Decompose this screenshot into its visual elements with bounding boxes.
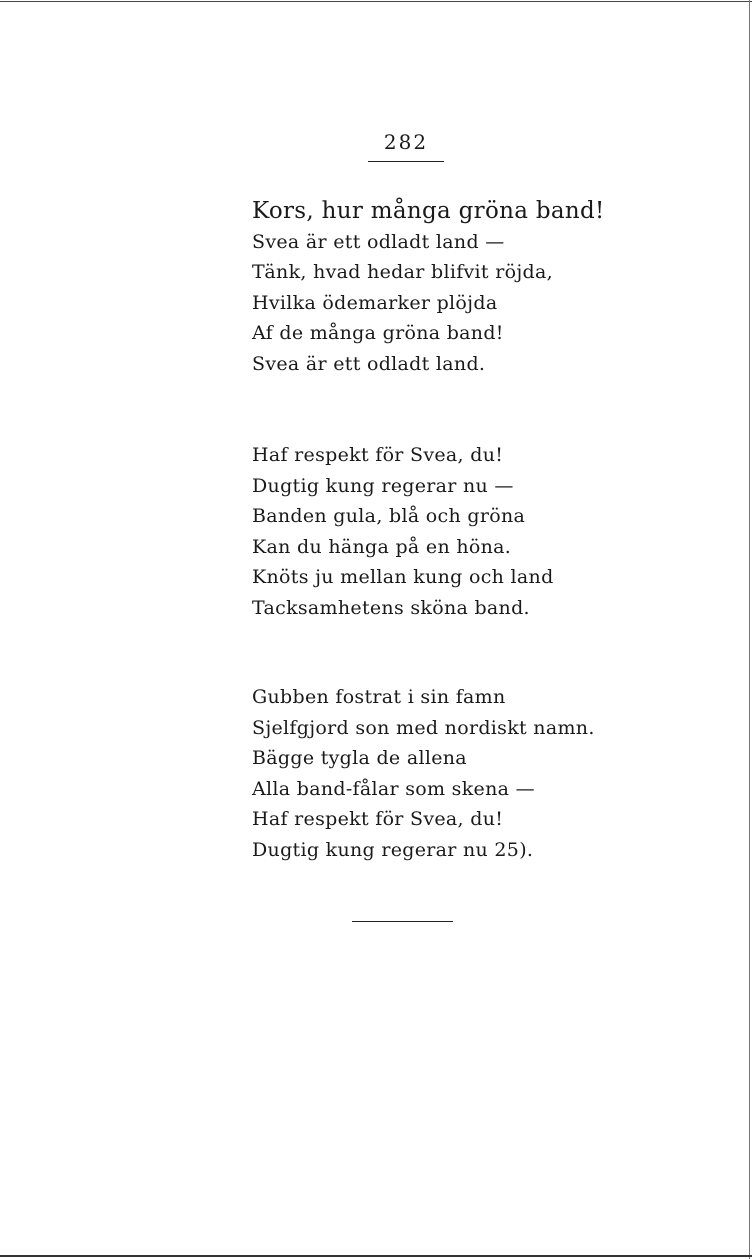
poem-line: Banden gula, blå och gröna <box>252 505 526 527</box>
poem-line: Knöts ju mellan kung och land <box>252 566 554 588</box>
poem-line: Bägge tygla de allena <box>252 747 467 769</box>
poem-line: Dugtig kung regerar nu 25). <box>252 838 534 861</box>
poem-line: Kors, hur många gröna band! <box>252 198 605 224</box>
stanza-1 <box>252 196 605 379</box>
poem-line: Svea är ett odladt land — <box>252 230 505 253</box>
page-edge-top <box>0 1 752 2</box>
poem-line: Svea är ett odladt land. <box>252 352 486 375</box>
page-number-rule <box>368 161 444 162</box>
stanza-2 <box>252 440 554 623</box>
page-edge-bottom <box>0 1255 752 1257</box>
end-rule <box>352 921 453 922</box>
poem-line: Alla band-fålar som skena — <box>252 777 535 800</box>
poem-line: Kan du hänga på en höna. <box>252 535 512 558</box>
poem-line: Sjelfgjord son med nordiskt namn. <box>252 716 595 739</box>
poem-line: Af de många gröna band! <box>252 322 504 344</box>
poem-line: Dugtig kung regerar nu — <box>252 474 514 497</box>
poem-line: Haf respekt för Svea, du! <box>252 808 504 830</box>
page-number: 282 <box>383 130 429 154</box>
poem-line: Gubben fostrat i sin famn <box>252 686 506 708</box>
poem-line: Hvilka ödemarker plöjda <box>252 291 498 314</box>
poem-line: Tacksamhetens sköna band. <box>252 596 530 619</box>
poem-line: Haf respekt för Svea, du! <box>252 444 504 466</box>
poem-line: Tänk, hvad hedar blifvit röjda, <box>252 261 553 283</box>
page-edge-right <box>749 0 750 1259</box>
stanza-3 <box>252 682 595 865</box>
